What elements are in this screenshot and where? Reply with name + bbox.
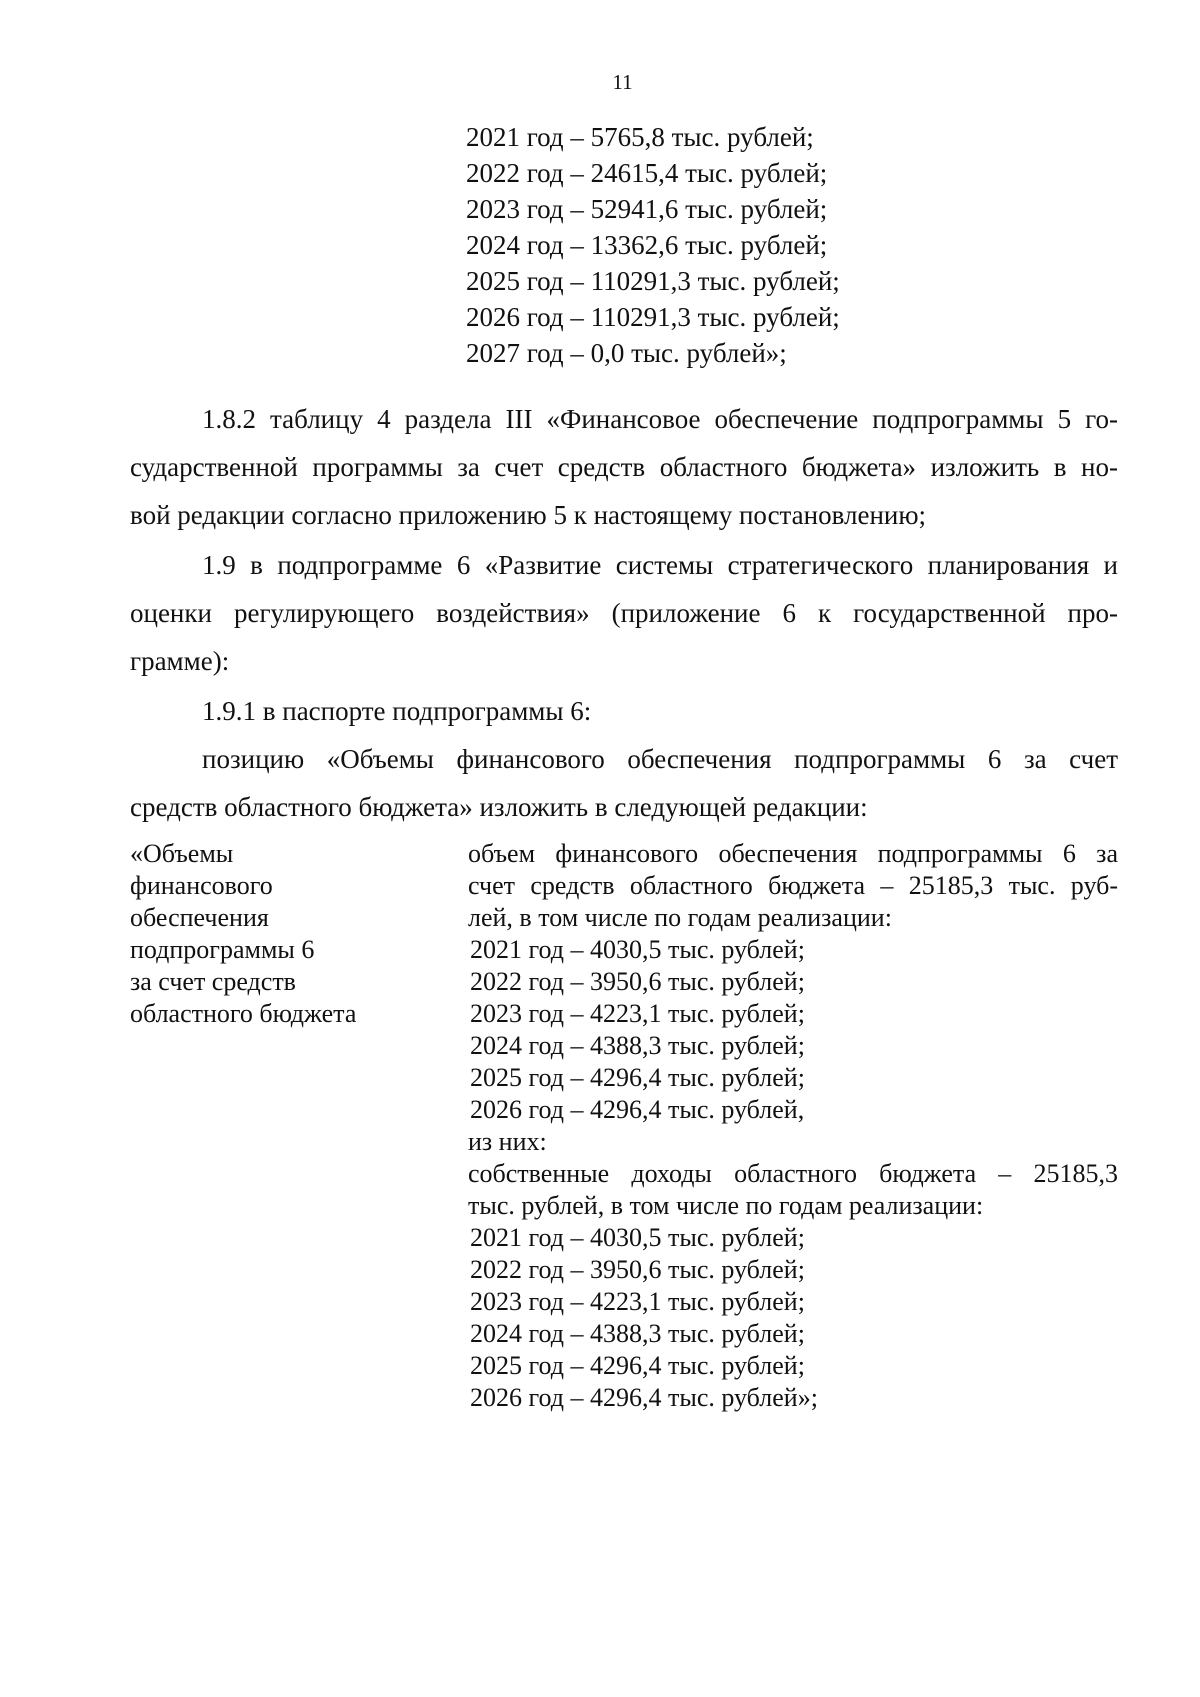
- passport-right-column: [468, 838, 1118, 1414]
- paragraph-line: 1.9 в подпрограмме 6 «Развитие системы стратегического планирования и: [202, 550, 1118, 580]
- year-line: 2024 год – 13362,6 тыс. рублей;: [466, 230, 828, 260]
- passport-year-line: 2026 год – 4296,4 тыс. рублей»;: [470, 1383, 818, 1412]
- paragraph-line: сударственной программы за счет средств областного бюджета» изложить в но-: [130, 452, 1118, 482]
- top-years-list: [466, 119, 840, 371]
- paragraph-line: грамме):: [130, 646, 230, 676]
- passport-label-line: обеспечения: [130, 903, 269, 932]
- paragraph-line: 1.9.1 в паспорте подпрограммы 6:: [202, 696, 592, 726]
- passport-year-line: 2022 год – 3950,6 тыс. рублей;: [470, 967, 805, 996]
- passport-label-line: областного бюджета: [130, 999, 357, 1028]
- passport-label-line: «Объемы: [130, 839, 234, 868]
- passport-text-line: собственные доходы областного бюджета – 25185,3: [468, 1159, 1118, 1188]
- passport-label-line: финансового: [130, 871, 273, 900]
- passport-year-line: 2021 год – 4030,5 тыс. рублей;: [470, 1223, 805, 1252]
- passport-label-line: за счет средств: [130, 967, 296, 996]
- passport-year-line: 2023 год – 4223,1 тыс. рублей;: [470, 1287, 805, 1316]
- paragraph-1-9-1: [130, 687, 1118, 735]
- paragraph-1-9: [130, 541, 1118, 685]
- passport-year-line: 2021 год – 4030,5 тыс. рублей;: [470, 935, 805, 964]
- passport-text-line: объем финансового обеспечения подпрограммы 6 за: [468, 839, 1118, 868]
- year-line: 2027 год – 0,0 тыс. рублей»;: [466, 338, 787, 368]
- paragraph-line: средств областного бюджета» изложить в следующей редакции:: [130, 792, 868, 822]
- year-line: 2021 год – 5765,8 тыс. рублей;: [466, 122, 814, 152]
- paragraph-1-8-2: [130, 395, 1118, 539]
- paragraph-line: вой редакции согласно приложению 5 к настоящему постановлению;: [130, 500, 927, 530]
- passport-text-line: тыс. рублей, в том числе по годам реализации:: [468, 1191, 984, 1220]
- passport-year-line: 2025 год – 4296,4 тыс. рублей;: [470, 1063, 805, 1092]
- passport-left-column: [130, 838, 450, 1030]
- passport-text-line: лей, в том числе по годам реализации:: [468, 903, 892, 932]
- passport-label-line: подпрограммы 6: [130, 935, 315, 964]
- paragraph-position: [130, 735, 1118, 831]
- paragraph-line: 1.8.2 таблицу 4 раздела III «Финансовое обеспечение подпрограммы 5 го-: [202, 404, 1118, 434]
- page-number: 11: [612, 70, 633, 94]
- passport-text-line: счет средств областного бюджета – 25185,3 тыс. руб-: [468, 871, 1118, 900]
- passport-text-line: из них:: [468, 1127, 547, 1156]
- year-line: 2023 год – 52941,6 тыс. рублей;: [466, 194, 828, 224]
- passport-year-line: 2026 год – 4296,4 тыс. рублей,: [470, 1095, 805, 1124]
- passport-year-line: 2025 год – 4296,4 тыс. рублей;: [470, 1351, 805, 1380]
- year-line: 2025 год – 110291,3 тыс. рублей;: [466, 266, 840, 296]
- year-line: 2022 год – 24615,4 тыс. рублей;: [466, 158, 828, 188]
- passport-year-line: 2024 год – 4388,3 тыс. рублей;: [470, 1319, 805, 1348]
- passport-year-line: 2024 год – 4388,3 тыс. рублей;: [470, 1031, 805, 1060]
- paragraph-line: оценки регулирующего воздействия» (приложение 6 к государственной про-: [130, 598, 1118, 628]
- paragraph-line: позицию «Объемы финансового обеспечения подпрограммы 6 за счет: [202, 744, 1118, 774]
- year-line: 2026 год – 110291,3 тыс. рублей;: [466, 302, 840, 332]
- passport-year-line: 2023 год – 4223,1 тыс. рублей;: [470, 999, 805, 1028]
- passport-year-line: 2022 год – 3950,6 тыс. рублей;: [470, 1255, 805, 1284]
